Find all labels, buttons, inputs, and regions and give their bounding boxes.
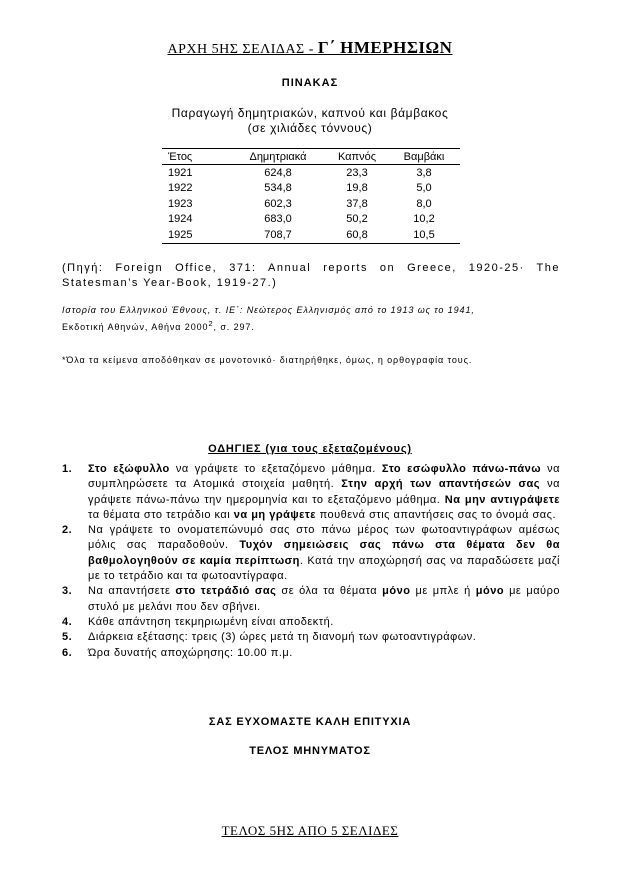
table-header-row xyxy=(162,149,460,165)
instruction-emphasis: Στο εξώφυλλο xyxy=(88,463,170,475)
cell-cereals: 624,8 xyxy=(264,166,292,179)
page-header-prefix: ΑΡΧΗ 5ΗΣ ΣΕΛΙΔΑΣ - xyxy=(167,42,318,57)
table-row xyxy=(162,227,460,243)
cell-cotton: 3,8 xyxy=(416,166,432,179)
cell-year: 1921 xyxy=(168,166,193,179)
instruction-text: με μαύρο στυλό με μελάνι που δεν σβήνει. xyxy=(88,585,560,613)
cell-cotton: 10,5 xyxy=(388,227,460,243)
cell-year: 1925 xyxy=(162,227,230,243)
cell-tobacco: 50,2 xyxy=(346,213,368,226)
table-source xyxy=(62,261,560,291)
instruction-number: 2. xyxy=(62,524,73,537)
instruction-text: σε όλα τα θέματα xyxy=(276,585,383,598)
cell-cereals: 602,3 xyxy=(264,197,292,210)
reference-publisher: Εκδοτική Αθηνών, Αθήνα 2000 xyxy=(62,322,209,332)
instruction-number: 1. xyxy=(62,463,73,475)
table-row xyxy=(162,165,460,181)
table-row xyxy=(162,181,460,197)
reference-edition: 2 xyxy=(208,319,214,328)
instruction-text: Διάρκεια εξέτασης: τρεις (3) ώρες μετά τη διανομή των φωτοαντιγράφων. xyxy=(88,631,477,644)
cell-cotton: 5,0 xyxy=(416,182,432,195)
instruction-text: πουθενά στις απαντήσεις σας το όνομά σας. xyxy=(316,508,556,521)
instruction-text: Να γράψετε το ονοματεπώνυμό σας στο πάνω μέρος των φωτοαντιγράφων αμέσως μόλις σας παραδοθούν. xyxy=(88,524,560,552)
monotonic-note: *Όλα τα κείμενα αποδόθηκαν σε μονοτονικό· διατηρήθηκε, όμως, η ορθογραφία τους. xyxy=(62,355,473,365)
instruction-text: Να απαντήσετε xyxy=(88,585,176,598)
instruction-text: . Κατά την αποχώρησή σας να παραδώσετε μαζί με το τετράδιο και τα φωτοαντίγραφα. xyxy=(88,554,560,583)
cell-tobacco: 19,8 xyxy=(346,182,368,195)
reference-page: , σ. 297. xyxy=(213,322,255,332)
instruction-text: Ώρα δυνατής αποχώρησης: 10.00 π.μ. xyxy=(88,646,293,659)
column-header-cereals: Δημητριακά xyxy=(230,149,326,165)
instruction-text: να συμπληρώσετε τα Ατομικά στοιχεία μαθητή. xyxy=(88,463,561,491)
column-header-cotton: Βαμβάκι xyxy=(388,149,460,165)
table-row xyxy=(162,212,460,228)
instruction-item xyxy=(62,646,560,661)
instruction-number: 4. xyxy=(62,615,73,628)
reference-title: Ιστορία του Ελληνικού Έθνους, τ. ΙΕ΄: Νεώτερος Ελληνισμός από το 1913 ως το 1941, xyxy=(62,305,475,315)
source-line-2: Statesman’s Year-Book, 1919-27.) xyxy=(62,277,278,289)
cell-year: 1924 xyxy=(168,213,193,226)
page-header-class: Γ΄ ΗΜΕΡΗΣΙΩΝ xyxy=(317,38,453,57)
instruction-number: 6. xyxy=(62,646,73,659)
column-header-year: Έτος xyxy=(162,149,230,165)
instructions-title: ΟΔΗΓΙΕΣ (για τους εξεταζομένους) xyxy=(208,443,412,455)
instruction-text: να γράψετε πάνω-πάνω την ημερομηνία και το εξεταζόμενο μάθημα. xyxy=(88,478,560,506)
page-header xyxy=(0,38,620,58)
column-header-tobacco: Καπνός xyxy=(326,149,388,165)
table-subtitle: Παραγωγή δημητριακών, καπνού και βάμβακος xyxy=(171,106,449,120)
source-line-1: (Πηγή: Foreign Office, 371: Annual reports on Greece, 1920-25· The xyxy=(62,262,560,274)
instruction-text: να γράψετε το εξεταζόμενο μάθημα. xyxy=(169,463,382,475)
cell-cereals: 534,8 xyxy=(264,182,292,195)
cell-year: 1923 xyxy=(168,197,193,210)
instruction-emphasis: Στην αρχή των απαντήσεών σας xyxy=(341,478,541,491)
cell-tobacco: 60,8 xyxy=(326,227,388,243)
cell-tobacco: 23,3 xyxy=(346,166,368,179)
instruction-emphasis: μόνο xyxy=(475,585,505,598)
table-row xyxy=(162,196,460,212)
instruction-emphasis: Τυχόν σημειώσεις σας πάνω στα θέματα δεν θα βαθμολογηθούν σε καμία περίπτωση xyxy=(88,539,560,567)
instruction-item xyxy=(62,584,560,615)
instruction-number: 3. xyxy=(62,585,73,598)
instruction-item xyxy=(62,523,560,584)
instruction-number: 5. xyxy=(62,631,73,644)
instruction-item xyxy=(62,615,560,630)
cell-tobacco: 37,8 xyxy=(346,197,368,210)
cell-cotton: 10,2 xyxy=(413,213,435,226)
table-units: (σε χιλιάδες τόννους) xyxy=(247,121,373,135)
table-title: ΠΙΝΑΚΑΣ xyxy=(281,77,339,89)
cell-year: 1922 xyxy=(168,182,193,195)
production-table xyxy=(162,148,460,244)
instructions-list xyxy=(62,462,560,661)
cell-cotton: 8,0 xyxy=(416,197,432,210)
instruction-text: τα θέματα στο τετράδιο και xyxy=(88,508,234,521)
instruction-text: με μπλε ή xyxy=(410,585,476,598)
page-header-line xyxy=(167,38,453,57)
instruction-text: Κάθε απάντηση τεκμηριωμένη είναι αποδεκτή. xyxy=(88,615,334,628)
instruction-emphasis: μόνο xyxy=(382,585,411,598)
cell-cereals: 683,0 xyxy=(264,213,292,226)
instruction-item xyxy=(62,462,560,523)
instruction-emphasis: να μη γράψετε xyxy=(233,508,317,521)
page-footer: ΤΕΛΟΣ 5ΗΣ ΑΠΟ 5 ΣΕΛΙΔΕΣ xyxy=(221,823,399,838)
bibliographic-reference xyxy=(62,303,562,334)
cell-cereals: 708,7 xyxy=(230,227,326,243)
good-luck-message: ΣΑΣ ΕΥΧΟΜΑΣΤΕ ΚΑΛΗ ΕΠΙΤΥΧΙΑ xyxy=(208,716,412,728)
instruction-emphasis: Στο εσώφυλλο πάνω-πάνω xyxy=(381,463,542,475)
end-of-message: ΤΕΛΟΣ ΜΗΝΥΜΑΤΟΣ xyxy=(249,745,371,757)
instruction-item xyxy=(62,630,560,645)
instruction-emphasis: στο τετράδιό σας xyxy=(175,585,277,598)
instruction-emphasis: Να μην αντιγράψετε xyxy=(444,493,560,506)
